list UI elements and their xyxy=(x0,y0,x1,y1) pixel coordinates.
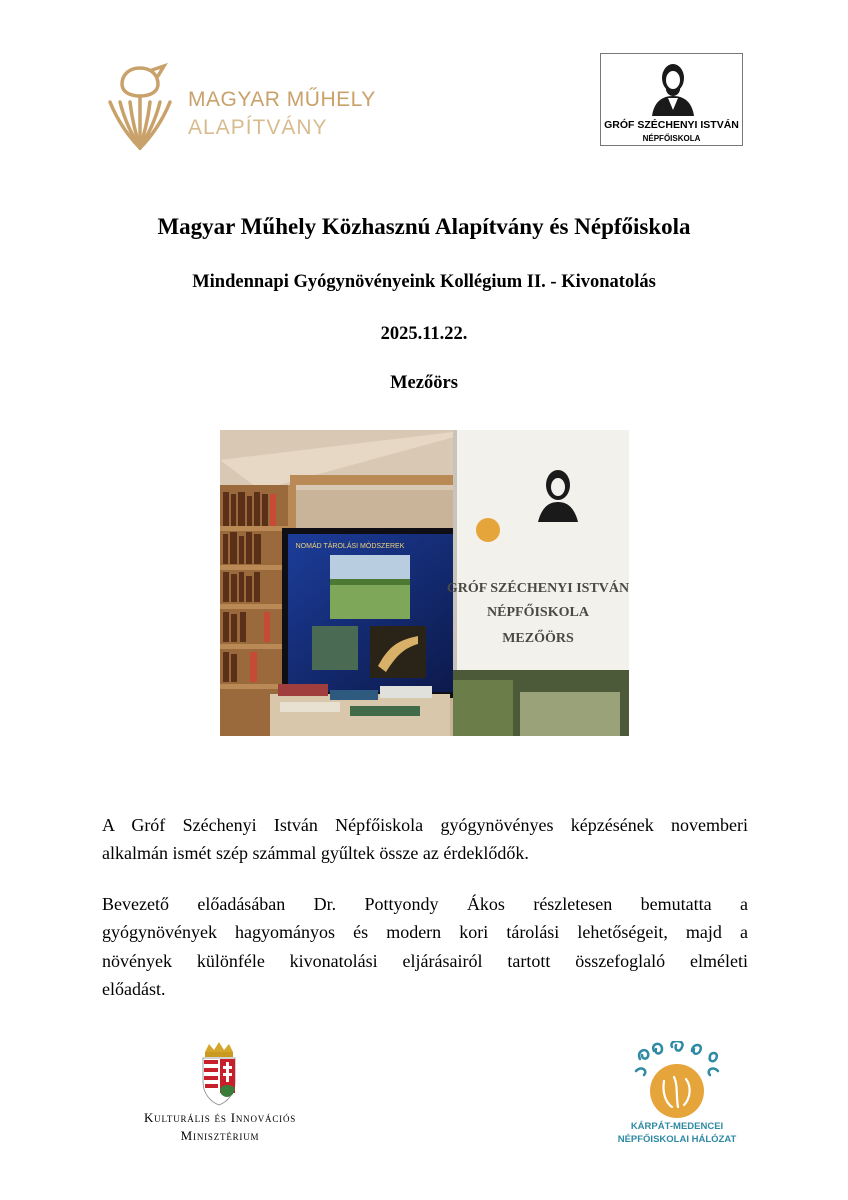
karpat-medencei-emblem-icon xyxy=(632,1041,722,1121)
szechenyi-nepfoiskola-logo xyxy=(600,53,743,146)
main-title: Magyar Műhely Közhasznú Alapítvány és Népfőiskola xyxy=(157,214,691,239)
paragraph-lecture-line: gyógynövények hagyományos és modern kori tárolási lehetőségeit, majd a xyxy=(102,922,748,943)
banner-line2: NÉPFŐISKOLA xyxy=(487,605,589,620)
paragraph-intro xyxy=(102,811,748,868)
paragraph-lecture-line: Bevezető előadásában Dr. Pottyondy Ákos részletesen bemutatta a xyxy=(102,894,748,914)
event-photo xyxy=(220,430,629,736)
network-name-line1: KÁRPÁT-MEDENCEI xyxy=(630,1121,724,1132)
karpat-medencei-logo xyxy=(612,1041,742,1151)
ministry-logo xyxy=(125,1042,315,1147)
event-date: 2025.11.22. xyxy=(380,324,468,344)
paragraph-lecture xyxy=(102,890,748,1003)
left-logo-line2: ALAPÍTVÁNY xyxy=(188,116,328,139)
ministry-name-line1: Kulturális és Innovációs xyxy=(143,1110,297,1125)
event-place: Mezőörs xyxy=(390,373,458,393)
hungarian-coat-of-arms-icon xyxy=(199,1042,239,1106)
szechenyi-portrait-icon xyxy=(648,58,698,116)
right-logo-line1: GRÓF SZÉCHENYI ISTVÁN xyxy=(604,119,739,131)
paragraph-intro-line: alkalmán ismét szép számmal gyűltek össze az érdeklődők. xyxy=(102,843,529,864)
paragraph-intro-line: A Gróf Széchenyi István Népfőiskola gyógynövényes képzésének novemberi xyxy=(102,815,748,835)
screen-caption: NOMÁD TÁROLÁSI MÓDSZEREK xyxy=(295,543,405,550)
banner-line1: GRÓF SZÉCHENYI ISTVÁN xyxy=(446,581,629,596)
right-logo-line2: NÉPFŐISKOLA xyxy=(642,134,701,143)
magyar-muhely-logo xyxy=(100,62,390,158)
paragraph-lecture-line: növények különféle kivonatolási eljárásairól tartott összefoglaló elméleti xyxy=(102,950,748,971)
ministry-name-line2: Minisztérium xyxy=(180,1128,260,1143)
course-title: Mindennapi Gyógynövényeink Kollégium II. - Kivonatolás xyxy=(192,272,656,292)
network-name-line2: NÉPFŐISKOLAI HÁLÓZAT xyxy=(617,1134,737,1145)
paragraph-lecture-line: előadást. xyxy=(102,978,166,999)
left-logo-line1: MAGYAR MŰHELY xyxy=(188,88,376,111)
magyar-muhely-emblem-icon xyxy=(100,62,180,154)
banner-line3: MEZŐÖRS xyxy=(502,631,574,646)
event-photo-illustration xyxy=(220,430,629,736)
